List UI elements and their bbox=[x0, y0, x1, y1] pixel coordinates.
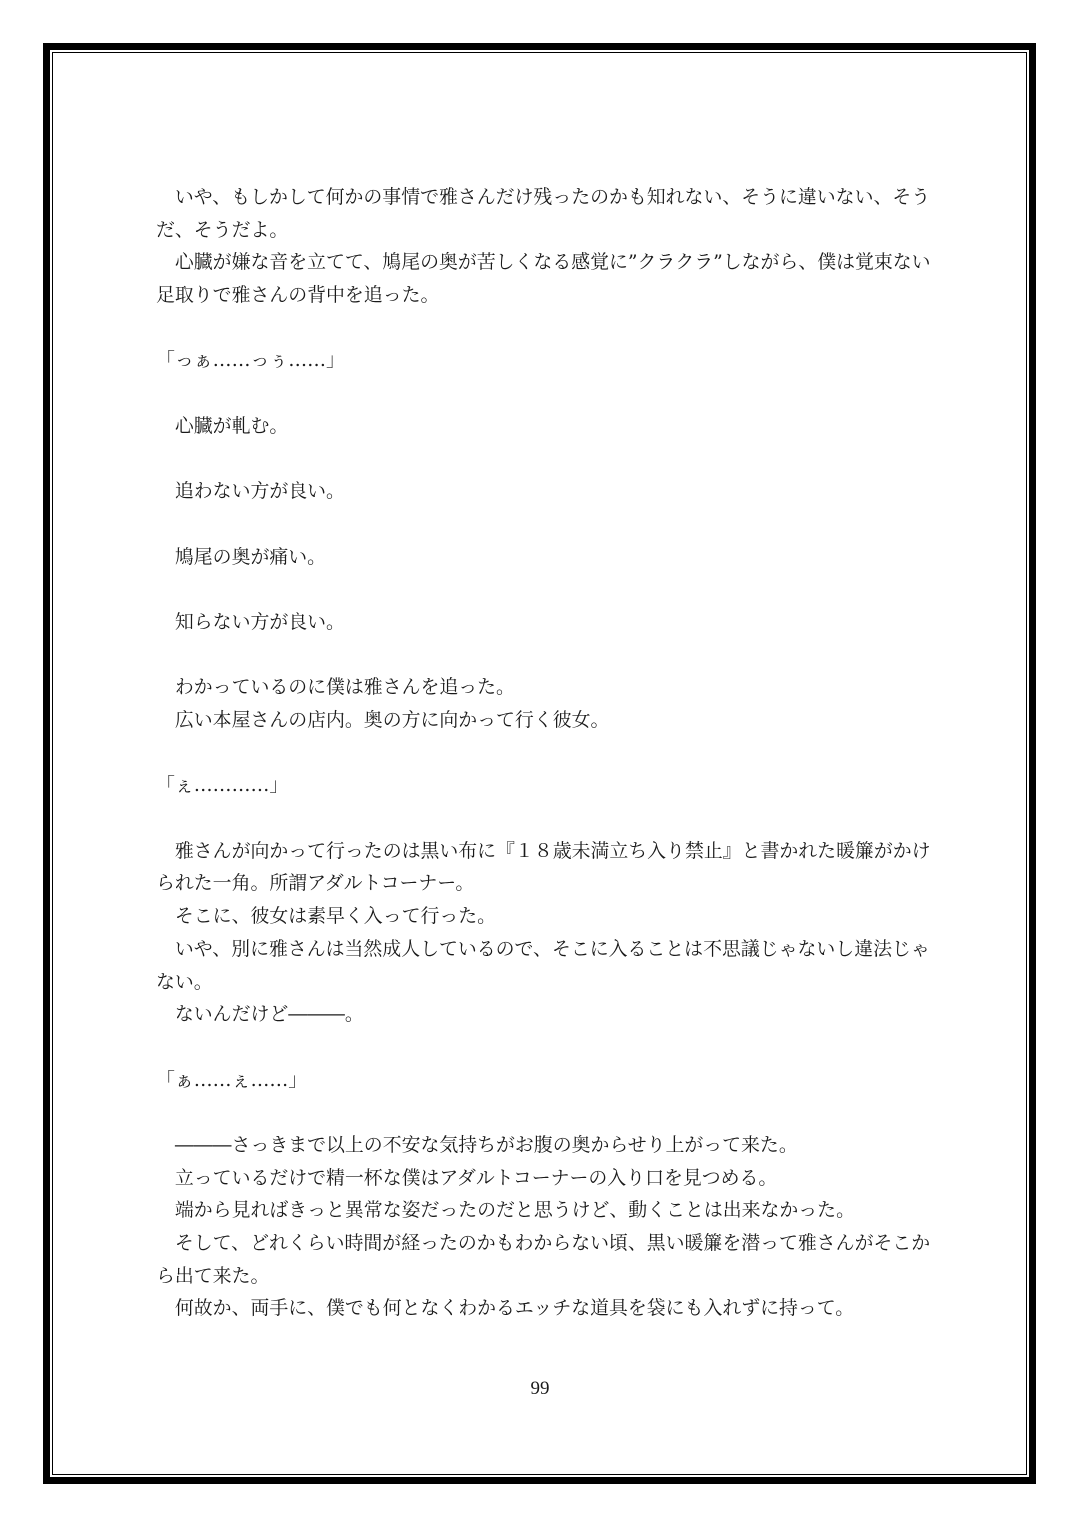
text-line bbox=[156, 802, 936, 835]
text-line: 心臓が嫌な音を立てて、鳩尾の奥が苦しくなる感覚に”クラクラ”しながら、僕は覚束ない bbox=[156, 251, 931, 274]
text-line: られた一角。所謂アダルトコーナー。 bbox=[156, 872, 475, 895]
text-line: 鳩尾の奥が痛い。 bbox=[156, 545, 327, 568]
text-line: 広い本屋さんの店内。奥の方に向かって行く彼女。 bbox=[156, 709, 610, 731]
text-line bbox=[156, 737, 936, 770]
text-line: 「っぁ……っぅ……」 bbox=[156, 349, 345, 372]
body-text bbox=[156, 181, 936, 1325]
text-line bbox=[156, 443, 936, 476]
text-line: ―――さっきまで以上の不安な気持ちがお腹の奥からせり上がって来た。 bbox=[156, 1133, 798, 1156]
text-line bbox=[156, 573, 936, 606]
text-line: 足取りで雅さんの背中を追った。 bbox=[156, 284, 440, 307]
text-line: 何故か、両手に、僕でも何となくわかるエッチな道具を袋にも入れずに持って。 bbox=[156, 1297, 855, 1320]
text-line bbox=[156, 377, 936, 410]
text-line: いや、別に雅さんは当然成人しているので、そこに入ることは不思議じゃないし違法じゃ bbox=[156, 937, 930, 960]
text-line: 「ぇ…………」 bbox=[156, 774, 289, 797]
text-line: 立っているだけで精一杯な僕はアダルトコーナーの入り口を見つめる。 bbox=[156, 1166, 778, 1189]
text-line bbox=[156, 1096, 936, 1129]
text-line bbox=[156, 312, 936, 345]
text-line: ない。 bbox=[156, 970, 213, 993]
text-line: そこに、彼女は素早く入って行った。 bbox=[156, 905, 497, 928]
text-line: ないんだけど―――。 bbox=[156, 1003, 364, 1026]
text-line: 心臓が軋む。 bbox=[156, 414, 289, 437]
text-line: 雅さんが向かって行ったのは黒い布に『１８歳未満立ち入り禁止』と書かれた暖簾がかけ bbox=[156, 839, 931, 862]
page-number: 99 bbox=[530, 1378, 550, 1399]
text-line: いや、もしかして何かの事情で雅さんだけ残ったのかも知れない、そうに違いない、そう bbox=[156, 186, 931, 208]
text-line: ら出て来た。 bbox=[156, 1264, 270, 1287]
text-line: 知らない方が良い。 bbox=[156, 610, 345, 633]
text-line: 端から見ればきっと異常な姿だったのだと思うけど、動くことは出来なかった。 bbox=[156, 1199, 855, 1222]
text-line: 追わない方が良い。 bbox=[156, 480, 345, 503]
text-line bbox=[156, 508, 936, 541]
text-line: そして、どれくらい時間が経ったのかもわからない頃、黒い暖簾を潜って雅さんがそこか bbox=[156, 1232, 931, 1254]
text-line bbox=[156, 1031, 936, 1064]
text-line: 「ぁ……ぇ……」 bbox=[156, 1068, 308, 1091]
text-line: だ、そうだよ。 bbox=[156, 218, 289, 241]
text-line bbox=[156, 639, 936, 672]
text-line: わかっているのに僕は雅さんを追った。 bbox=[156, 676, 515, 699]
